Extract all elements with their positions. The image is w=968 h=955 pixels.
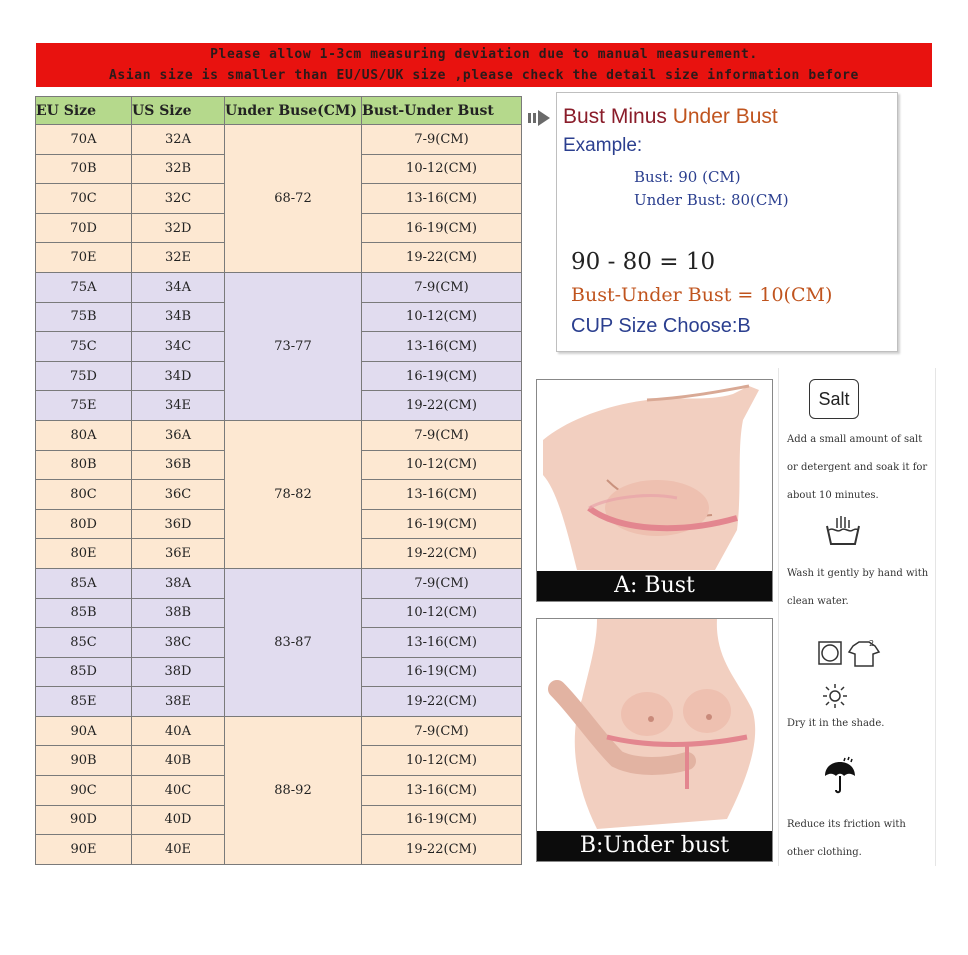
bust-illustration <box>537 380 772 601</box>
size-table <box>35 96 522 865</box>
eu-size-cell: 75C <box>36 332 132 362</box>
bust-diff-cell: 13-16(CM) <box>362 776 522 806</box>
example-calculation: 90 - 80 = 10 <box>571 249 716 275</box>
dry-square-icon <box>817 640 843 666</box>
us-size-cell: 38D <box>132 657 225 687</box>
eu-size-cell: 85B <box>36 598 132 628</box>
eu-size-cell: 90E <box>36 835 132 865</box>
hand-wash-icon <box>823 514 863 548</box>
example-result: Bust-Under Bust = 10(CM) <box>571 284 833 306</box>
us-size-cell: 32A <box>132 125 225 155</box>
eu-size-cell: 70B <box>36 154 132 184</box>
notice-line-1: Please allow 1-3cm measuring deviation due to manual measurement. <box>210 47 758 62</box>
eu-size-cell: 90A <box>36 716 132 746</box>
us-size-cell: 40A <box>132 716 225 746</box>
eu-size-cell: 90D <box>36 805 132 835</box>
us-size-cell: 36E <box>132 539 225 569</box>
bust-diff-cell: 7-9(CM) <box>362 716 522 746</box>
bust-diff-cell: 7-9(CM) <box>362 125 522 155</box>
under-bust-caption: B:Under bust <box>537 831 772 861</box>
header-bust-minus-under: Bust-Under Bust <box>362 97 522 125</box>
under-bust-measure-photo <box>536 618 773 862</box>
table-row <box>36 272 522 302</box>
under-bust-range-cell: 83-87 <box>225 568 362 716</box>
bust-diff-cell: 13-16(CM) <box>362 480 522 510</box>
salt-icon: Salt <box>809 379 859 419</box>
us-size-cell: 40B <box>132 746 225 776</box>
arrow-right-icon <box>528 108 552 128</box>
sun-shade-icon <box>821 682 849 710</box>
us-size-cell: 40C <box>132 776 225 806</box>
eu-size-cell: 85D <box>36 657 132 687</box>
us-size-cell: 40E <box>132 835 225 865</box>
example-bust-value: Bust: 90 (CM) <box>634 168 741 186</box>
example-box <box>556 92 898 352</box>
table-row <box>36 125 522 155</box>
bust-measure-photo <box>536 379 773 602</box>
us-size-cell: 32D <box>132 213 225 243</box>
us-size-cell: 34E <box>132 391 225 421</box>
bust-diff-cell: 19-22(CM) <box>362 687 522 717</box>
bust-diff-cell: 19-22(CM) <box>362 243 522 273</box>
bust-diff-cell: 10-12(CM) <box>362 450 522 480</box>
bust-diff-cell: 19-22(CM) <box>362 539 522 569</box>
example-under-bust-value: Under Bust: 80(CM) <box>634 191 789 209</box>
bust-diff-cell: 10-12(CM) <box>362 746 522 776</box>
care-step-soak: Add a small amount of salt or detergent and soak it for about 10 minutes. <box>787 434 928 501</box>
care-step-friction: Reduce its friction with other clothing. <box>787 819 906 858</box>
bust-diff-cell: 19-22(CM) <box>362 391 522 421</box>
care-step-wash: Wash it gently by hand with clean water. <box>787 568 929 607</box>
example-label: Example: <box>563 135 643 156</box>
under-bust-range-cell: 78-82 <box>225 420 362 568</box>
under-bust-range-cell: 88-92 <box>225 716 362 864</box>
us-size-cell: 34D <box>132 361 225 391</box>
eu-size-cell: 85C <box>36 628 132 658</box>
eu-size-cell: 85A <box>36 568 132 598</box>
example-cup-choice: CUP Size Choose:B <box>571 315 751 337</box>
us-size-cell: 32B <box>132 154 225 184</box>
eu-size-cell: 70D <box>36 213 132 243</box>
bust-diff-cell: 7-9(CM) <box>362 420 522 450</box>
table-header-row <box>36 97 522 125</box>
example-title-part2: Under Bust <box>666 105 778 128</box>
bust-diff-cell: 16-19(CM) <box>362 213 522 243</box>
example-title <box>563 105 778 129</box>
us-size-cell: 36B <box>132 450 225 480</box>
us-size-cell: 36D <box>132 509 225 539</box>
bust-diff-cell: 10-12(CM) <box>362 598 522 628</box>
us-size-cell: 40D <box>132 805 225 835</box>
us-size-cell: 38A <box>132 568 225 598</box>
us-size-cell: 38E <box>132 687 225 717</box>
eu-size-cell: 80C <box>36 480 132 510</box>
eu-size-cell: 90C <box>36 776 132 806</box>
header-eu-size: EU Size <box>36 97 132 125</box>
bust-diff-cell: 10-12(CM) <box>362 302 522 332</box>
eu-size-cell: 75B <box>36 302 132 332</box>
us-size-cell: 38C <box>132 628 225 658</box>
bust-diff-cell: 16-19(CM) <box>362 805 522 835</box>
eu-size-cell: 70C <box>36 184 132 214</box>
under-bust-range-cell: 68-72 <box>225 125 362 273</box>
eu-size-cell: 80A <box>36 420 132 450</box>
us-size-cell: 32C <box>132 184 225 214</box>
eu-size-cell: 90B <box>36 746 132 776</box>
eu-size-cell: 80E <box>36 539 132 569</box>
eu-size-cell: 75E <box>36 391 132 421</box>
eu-size-cell: 70A <box>36 125 132 155</box>
eu-size-cell: 75A <box>36 272 132 302</box>
bust-diff-cell: 10-12(CM) <box>362 154 522 184</box>
example-title-part1: Bust Minus <box>563 105 667 128</box>
hang-shirt-icon <box>847 638 881 668</box>
table-row <box>36 420 522 450</box>
header-us-size: US Size <box>132 97 225 125</box>
under-bust-illustration <box>537 619 772 861</box>
bust-diff-cell: 7-9(CM) <box>362 272 522 302</box>
us-size-cell: 36A <box>132 420 225 450</box>
bust-diff-cell: 13-16(CM) <box>362 628 522 658</box>
umbrella-icon <box>821 756 859 796</box>
us-size-cell: 34A <box>132 272 225 302</box>
bust-diff-cell: 13-16(CM) <box>362 332 522 362</box>
bust-diff-cell: 16-19(CM) <box>362 657 522 687</box>
bust-diff-cell: 16-19(CM) <box>362 509 522 539</box>
header-under-bust: Under Buse(CM) <box>225 97 362 125</box>
svg-text:2: 2 <box>869 639 875 648</box>
bust-diff-cell: 16-19(CM) <box>362 361 522 391</box>
eu-size-cell: 80B <box>36 450 132 480</box>
table-row <box>36 716 522 746</box>
bust-diff-cell: 19-22(CM) <box>362 835 522 865</box>
eu-size-cell: 70E <box>36 243 132 273</box>
under-bust-range-cell: 73-77 <box>225 272 362 420</box>
care-step-dry: Dry it in the shade. <box>787 718 885 729</box>
us-size-cell: 38B <box>132 598 225 628</box>
notice-line-2: Asian size is smaller than EU/US/UK size ,please check the detail size information before <box>109 68 859 83</box>
bust-caption: A: Bust <box>537 571 772 601</box>
us-size-cell: 34B <box>132 302 225 332</box>
us-size-cell: 32E <box>132 243 225 273</box>
eu-size-cell: 85E <box>36 687 132 717</box>
eu-size-cell: 80D <box>36 509 132 539</box>
us-size-cell: 34C <box>132 332 225 362</box>
care-instructions <box>778 368 936 866</box>
bust-diff-cell: 13-16(CM) <box>362 184 522 214</box>
notice-banner <box>36 43 932 87</box>
eu-size-cell: 75D <box>36 361 132 391</box>
us-size-cell: 36C <box>132 480 225 510</box>
table-row <box>36 568 522 598</box>
bust-diff-cell: 7-9(CM) <box>362 568 522 598</box>
